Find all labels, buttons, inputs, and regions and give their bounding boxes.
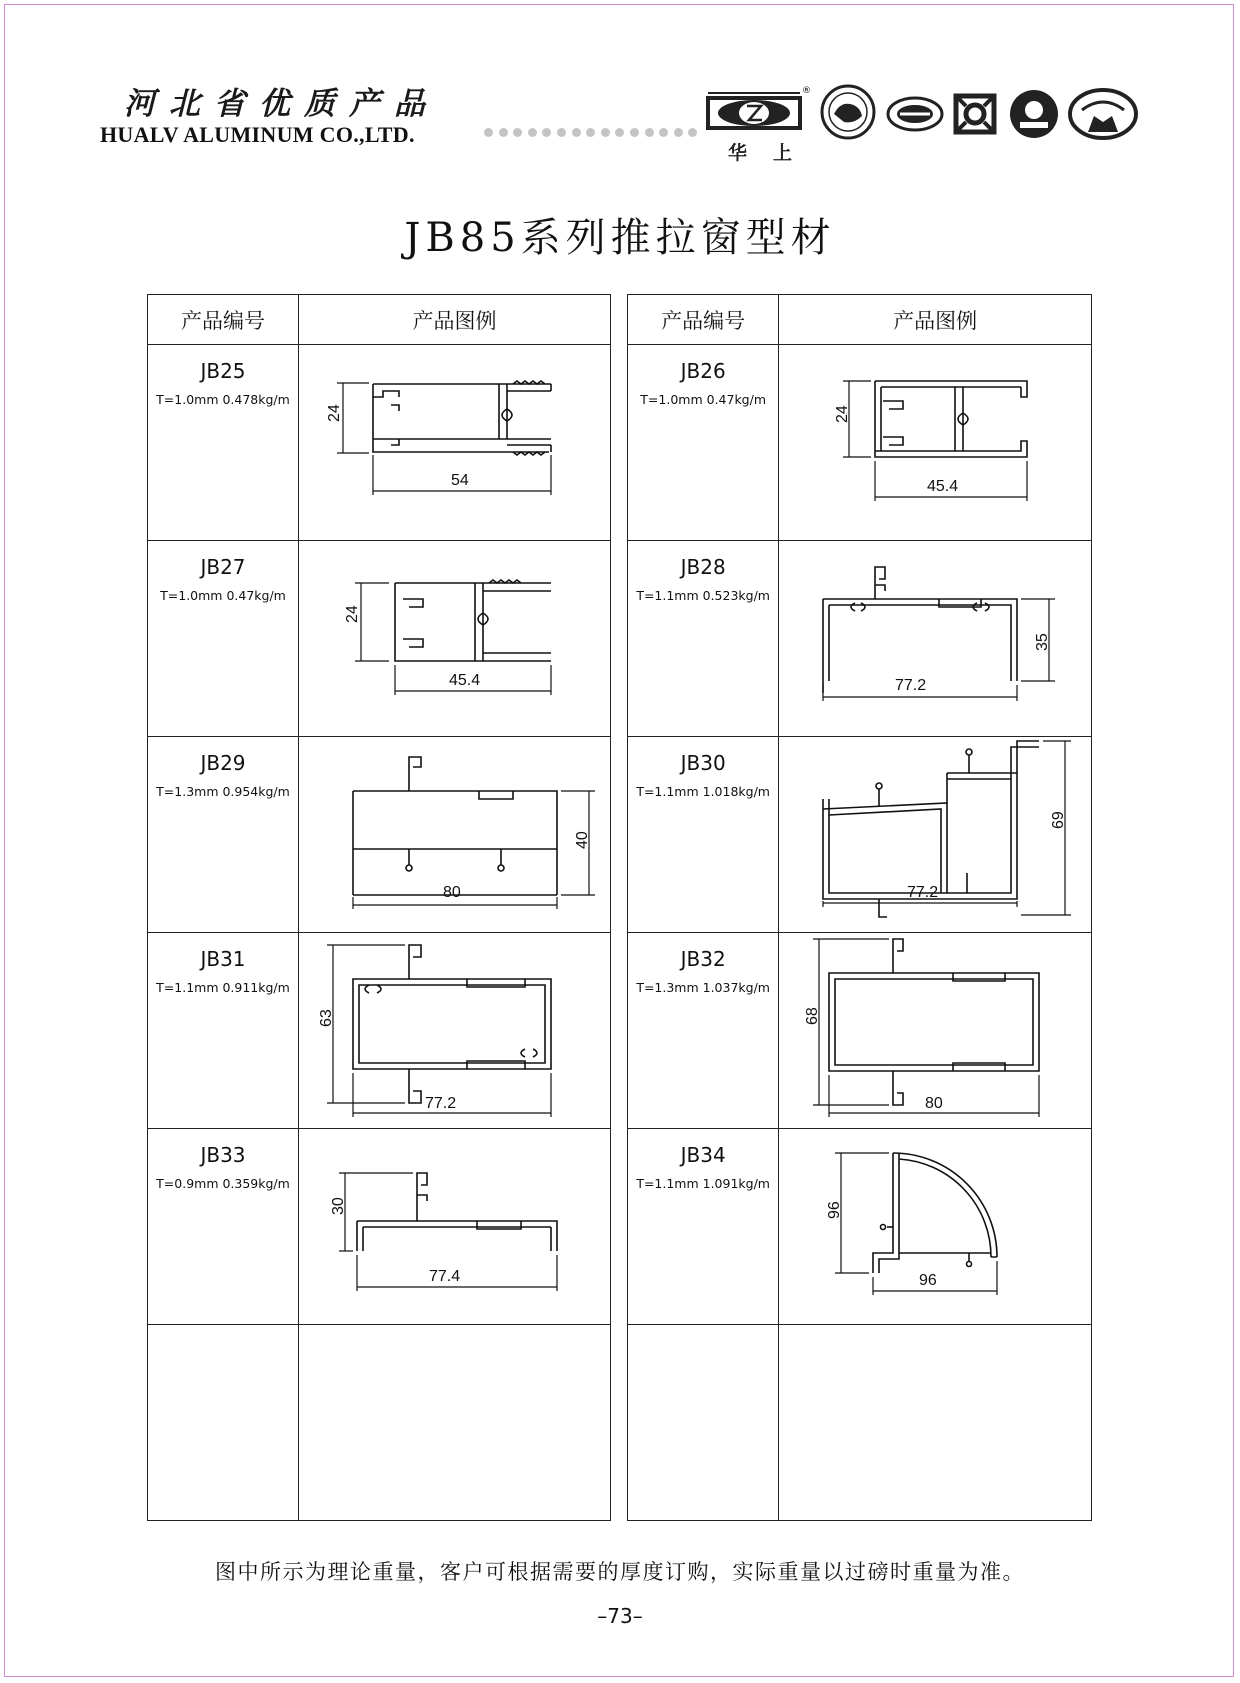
product-spec: T=1.1mm 0.911kg/m — [156, 980, 290, 995]
svg-text:80: 80 — [443, 884, 461, 901]
hualv-logo-icon — [706, 84, 810, 138]
product-info — [628, 933, 779, 1129]
svg-text:40: 40 — [574, 831, 591, 849]
product-drawing — [299, 345, 611, 541]
product-info — [628, 737, 779, 933]
svg-text:30: 30 — [330, 1197, 347, 1215]
profile-table-right — [627, 294, 1092, 1521]
profile-drawing-jb25 — [299, 345, 611, 540]
page-title: JB85系列推拉窗型材 — [404, 215, 836, 261]
svg-text:63: 63 — [318, 1009, 335, 1027]
page-number: –73– — [597, 1604, 643, 1628]
profile-drawing-jb34 — [779, 1129, 1091, 1324]
product-spec: T=1.1mm 1.018kg/m — [636, 784, 770, 799]
profile-drawing-jb29 — [299, 737, 611, 932]
product-code: JB34 — [680, 1143, 726, 1167]
weight-note: 图中所示为理论重量，客户可根据需要的厚度订购，实际重量以过磅时重量为准。 — [215, 1560, 1025, 1584]
product-info — [148, 345, 299, 541]
svg-text:24: 24 — [834, 405, 852, 423]
product-spec: T=1.1mm 0.523kg/m — [636, 588, 770, 603]
svg-text:69: 69 — [1050, 811, 1068, 829]
table-row — [628, 541, 1092, 737]
emblem-badge-icon — [1008, 88, 1060, 140]
product-info — [628, 541, 779, 737]
svg-text:®: ® — [802, 86, 811, 96]
header-image: 产品图例 — [779, 295, 1092, 345]
profile-drawing-jb27 — [299, 541, 611, 736]
empty-cell — [628, 1325, 779, 1521]
brand-name: 华上 — [728, 142, 819, 164]
slogan: 河北省优质产品 — [124, 86, 439, 122]
product-drawing — [299, 933, 611, 1129]
certification-mark-icon — [886, 96, 944, 132]
product-drawing — [779, 345, 1092, 541]
table-row — [148, 541, 611, 737]
product-info — [148, 737, 299, 933]
svg-text:24: 24 — [344, 605, 361, 623]
profile-table-left — [147, 294, 611, 1521]
svg-text:96: 96 — [826, 1201, 844, 1219]
product-info — [628, 1129, 779, 1325]
dot-divider — [484, 128, 697, 137]
header-image: 产品图例 — [299, 295, 611, 345]
company-name: HUALV ALUMINUM CO.,LTD. — [100, 122, 415, 147]
table-row-empty — [148, 1325, 611, 1521]
product-info — [148, 541, 299, 737]
product-info — [628, 345, 779, 541]
table-row — [628, 1129, 1092, 1325]
product-drawing — [779, 737, 1092, 933]
product-code: JB32 — [680, 947, 726, 971]
product-code: JB29 — [200, 751, 246, 775]
profile-drawing-jb31 — [299, 933, 611, 1128]
table-row — [628, 933, 1092, 1129]
empty-cell — [779, 1325, 1092, 1521]
quality-knot-icon — [952, 92, 998, 136]
profile-drawing-jb33 — [299, 1129, 611, 1324]
product-code: JB30 — [680, 751, 726, 775]
product-code: JB27 — [200, 555, 246, 579]
svg-text:54: 54 — [451, 472, 469, 489]
table-header — [148, 295, 611, 345]
profile-drawing-jb32 — [779, 933, 1091, 1128]
svg-text:24: 24 — [326, 404, 343, 422]
product-spec: T=1.0mm 0.47kg/m — [640, 392, 767, 407]
profile-drawing-jb30 — [779, 737, 1091, 932]
profile-drawing-jb26 — [779, 345, 1091, 540]
product-drawing — [779, 933, 1092, 1129]
svg-text:77.2: 77.2 — [895, 677, 927, 694]
table-row — [148, 737, 611, 933]
globe-seal-icon — [820, 84, 876, 140]
table-row-empty — [628, 1325, 1092, 1521]
product-spec: T=1.3mm 0.954kg/m — [156, 784, 290, 799]
product-code: JB25 — [200, 359, 246, 383]
table-row — [148, 345, 611, 541]
table-row — [148, 1129, 611, 1325]
product-drawing — [299, 1129, 611, 1325]
product-spec: T=1.1mm 1.091kg/m — [636, 1176, 770, 1191]
product-drawing — [299, 541, 611, 737]
empty-cell — [148, 1325, 299, 1521]
product-info — [148, 1129, 299, 1325]
product-info — [148, 933, 299, 1129]
header-code: 产品编号 — [148, 295, 299, 345]
product-spec: T=1.0mm 0.47kg/m — [160, 588, 286, 603]
product-spec: T=1.3mm 1.037kg/m — [636, 980, 770, 995]
header-code: 产品编号 — [628, 295, 779, 345]
svg-text:96: 96 — [919, 1272, 938, 1289]
empty-cell — [299, 1325, 611, 1521]
svg-text:77.2: 77.2 — [425, 1095, 457, 1112]
product-spec: T=0.9mm 0.359kg/m — [156, 1176, 290, 1191]
product-drawing — [779, 1129, 1092, 1325]
product-code: JB28 — [680, 555, 726, 579]
hebei-quality-seal-icon — [1068, 88, 1138, 140]
table-row — [628, 345, 1092, 541]
product-drawing — [779, 541, 1092, 737]
table-header — [628, 295, 1092, 345]
svg-text:77.2: 77.2 — [907, 884, 939, 901]
svg-text:45.4: 45.4 — [449, 672, 481, 689]
svg-text:45.4: 45.4 — [927, 478, 959, 495]
svg-text:77.4: 77.4 — [429, 1268, 461, 1285]
svg-text:35: 35 — [1034, 633, 1052, 651]
product-drawing — [299, 737, 611, 933]
profile-drawing-jb28 — [779, 541, 1091, 736]
product-code: JB31 — [200, 947, 246, 971]
svg-text:80: 80 — [925, 1095, 944, 1112]
svg-text:68: 68 — [804, 1007, 822, 1025]
product-code: JB26 — [680, 359, 726, 383]
table-row — [628, 737, 1092, 933]
table-row — [148, 933, 611, 1129]
product-spec: T=1.0mm 0.478kg/m — [156, 392, 290, 407]
product-code: JB33 — [200, 1143, 246, 1167]
